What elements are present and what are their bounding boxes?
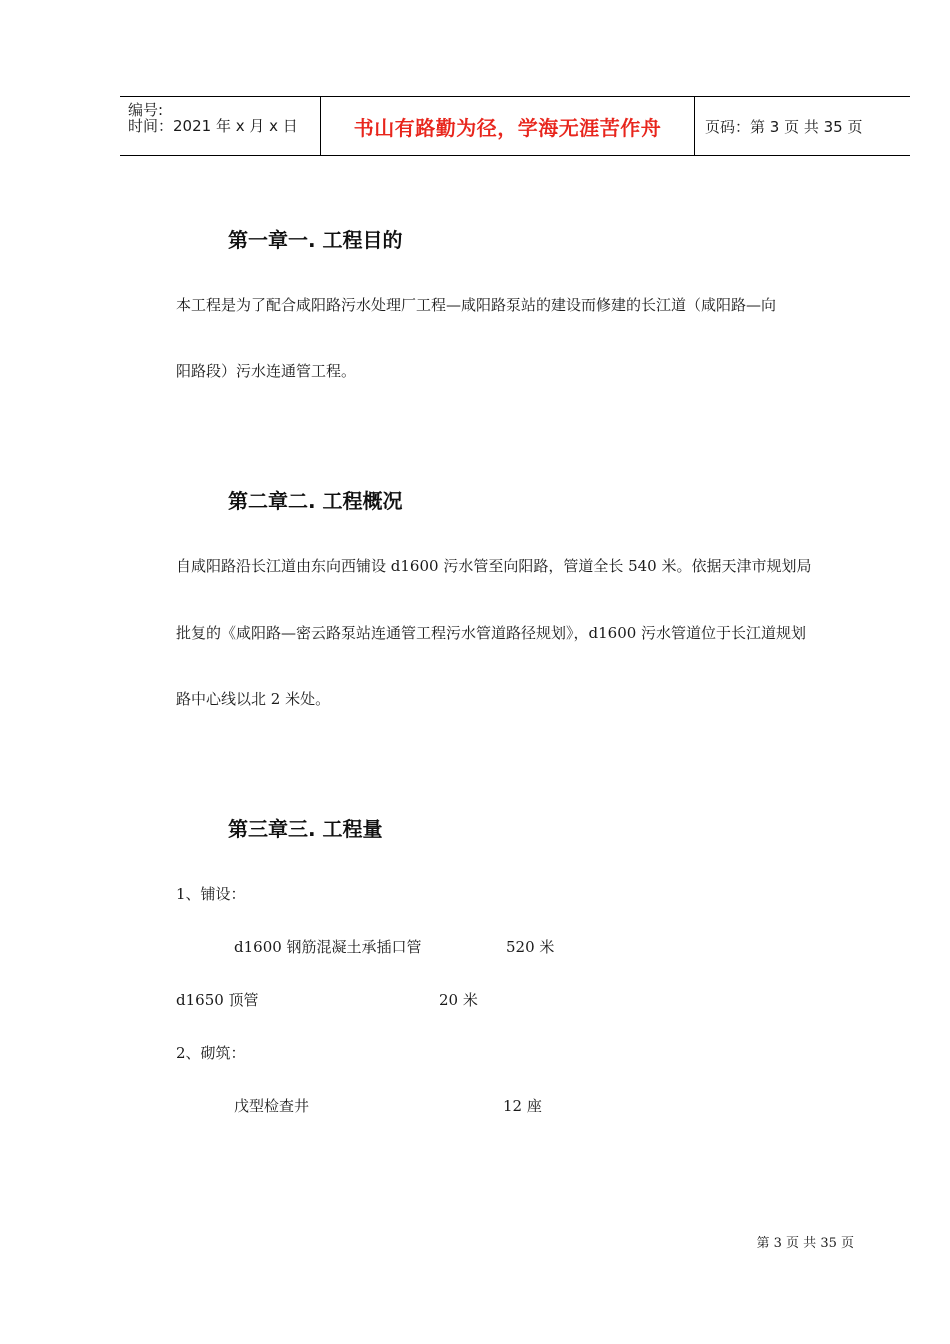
quantity-section-heading: 2、砌筑： <box>176 1044 246 1062</box>
quantity-item-name: d1650 顶管 <box>176 991 259 1009</box>
chapter-2-paragraph-line: 自咸阳路沿长江道由东向西铺设 d1600 污水管至向阳路，管道全长 540 米。依据天津市规划局 <box>176 557 812 575</box>
chapter-2-paragraph-line: 路中心线以北 2 米处。 <box>176 690 331 708</box>
chapter-2-title: 第二章二. 工程概况 <box>228 489 403 513</box>
header-meta-cell <box>120 97 321 155</box>
document-time-label: 时间：2021 年 x 月 x 日 <box>128 117 298 135</box>
chapter-2-paragraph-line: 批复的《咸阳路—密云路泵站连通管工程污水管道路径规划》，d1600 污水管道位于长江道规划 <box>176 624 807 642</box>
chapter-1-paragraph-line: 本工程是为了配合咸阳路污水处理厂工程—咸阳路泵站的建设而修建的长江道（咸阳路—向 <box>176 296 777 314</box>
quantity-item-amount: 12 座 <box>503 1097 542 1115</box>
chapter-1-paragraph-line: 阳路段）污水连通管工程。 <box>176 362 357 380</box>
document-code-label: 编号: <box>128 101 164 119</box>
quantity-item-name: 戊型检查井 <box>234 1097 310 1115</box>
quantity-item-amount: 520 米 <box>506 938 555 956</box>
chapter-3-title: 第三章三. 工程量 <box>228 817 383 841</box>
page-footer-number: 第 3 页 共 35 页 <box>756 1236 854 1251</box>
page-header <box>120 96 910 156</box>
quantity-item-amount: 20 米 <box>439 991 478 1009</box>
chapter-1-title: 第一章一. 工程目的 <box>228 228 403 252</box>
header-motto-cell <box>321 97 695 155</box>
header-page-number: 页码：第 3 页 共 35 页 <box>705 117 863 136</box>
quantity-section-heading: 1、铺设： <box>176 885 246 903</box>
quantity-item-name: d1600 钢筋混凝土承插口管 <box>234 938 422 956</box>
header-page-cell <box>695 97 910 155</box>
header-motto: 书山有路勤为径，学海无涯苦作舟 <box>353 115 662 140</box>
